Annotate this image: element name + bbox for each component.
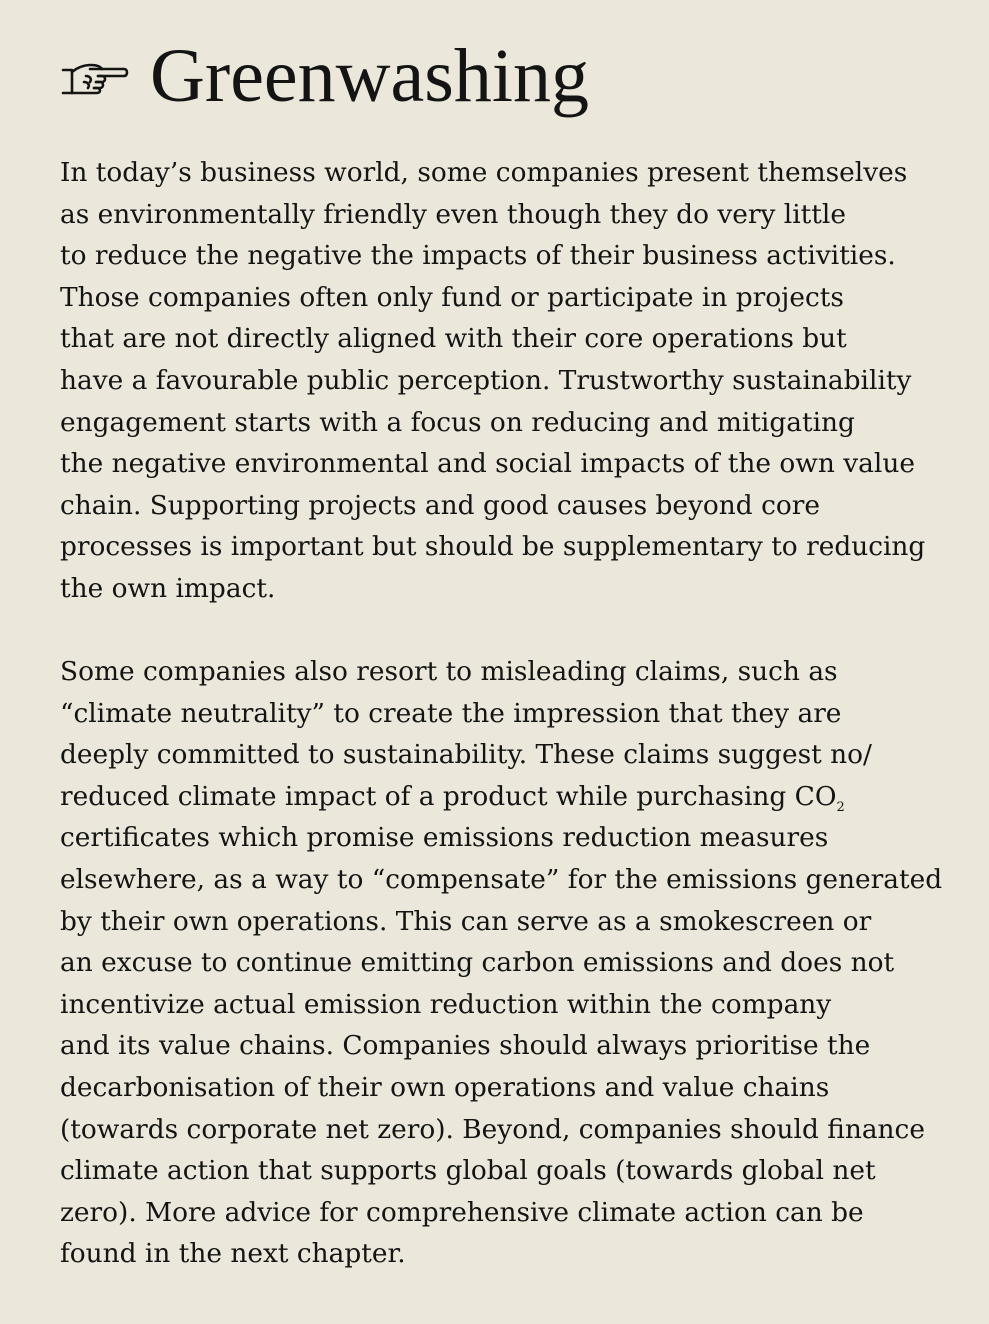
text-line: Some companies also resort to misleading claims, such as — [60, 656, 838, 687]
text-line: deeply committed to sustainability. These claims suggest no/ — [60, 739, 872, 771]
text-line: to reduce the negative the impacts of their business activities. — [60, 240, 896, 272]
title-text: Greenwashing — [150, 34, 589, 118]
text-line: the negative environmental and social impacts of the own value — [60, 448, 915, 480]
subscript-two: 2 — [836, 799, 845, 815]
text-line: by their own operations. This can serve as a smokescreen or — [60, 905, 872, 937]
text-line: incentivize actual emission reduction within the company — [60, 988, 832, 1020]
text-line: chain. Supporting projects and good causes beyond core — [60, 489, 820, 521]
pointing-hand-icon — [60, 58, 130, 98]
page-title — [60, 33, 589, 119]
text-line: found in the next chapter. — [60, 1238, 406, 1270]
text-line: and its value chains. Companies should always prioritise the — [60, 1030, 871, 1062]
text-line: an excuse to continue emitting carbon emissions and does not — [60, 947, 895, 979]
text-line: In today’s business world, some companies present themselves — [60, 157, 908, 188]
text-line-part: reduced climate impact of a product while purchasing CO — [60, 780, 837, 812]
text-line: climate action that supports global goals (towards global net — [60, 1155, 876, 1187]
paragraph-2 — [60, 651, 942, 1275]
text-line: certificates which promise emissions reduction measures — [60, 822, 829, 854]
paragraph-1 — [60, 152, 925, 610]
text-line: zero). More advice for comprehensive climate action can be — [60, 1196, 864, 1228]
text-line: have a favourable public perception. Trustworthy sustainability — [60, 364, 912, 396]
text-line: engagement starts with a focus on reducing and mitigating — [60, 406, 855, 438]
text-line: (towards corporate net zero). Beyond, companies should finance — [60, 1113, 925, 1145]
text-line: decarbonisation of their own operations and value chains — [60, 1071, 830, 1103]
text-line: “climate neutrality” to create the impression that they are — [60, 697, 842, 729]
text-line-co2 — [60, 776, 942, 818]
text-line: the own impact. — [60, 572, 276, 604]
text-line: as environmentally friendly even though they do very little — [60, 198, 846, 230]
text-line: elsewhere, as a way to “compensate” for the emissions generated — [60, 863, 943, 895]
text-line: processes is important but should be supplementary to reducing — [60, 531, 926, 563]
text-line: that are not directly aligned with their core operations but — [60, 323, 847, 355]
text-line: Those companies often only fund or participate in projects — [60, 281, 844, 313]
